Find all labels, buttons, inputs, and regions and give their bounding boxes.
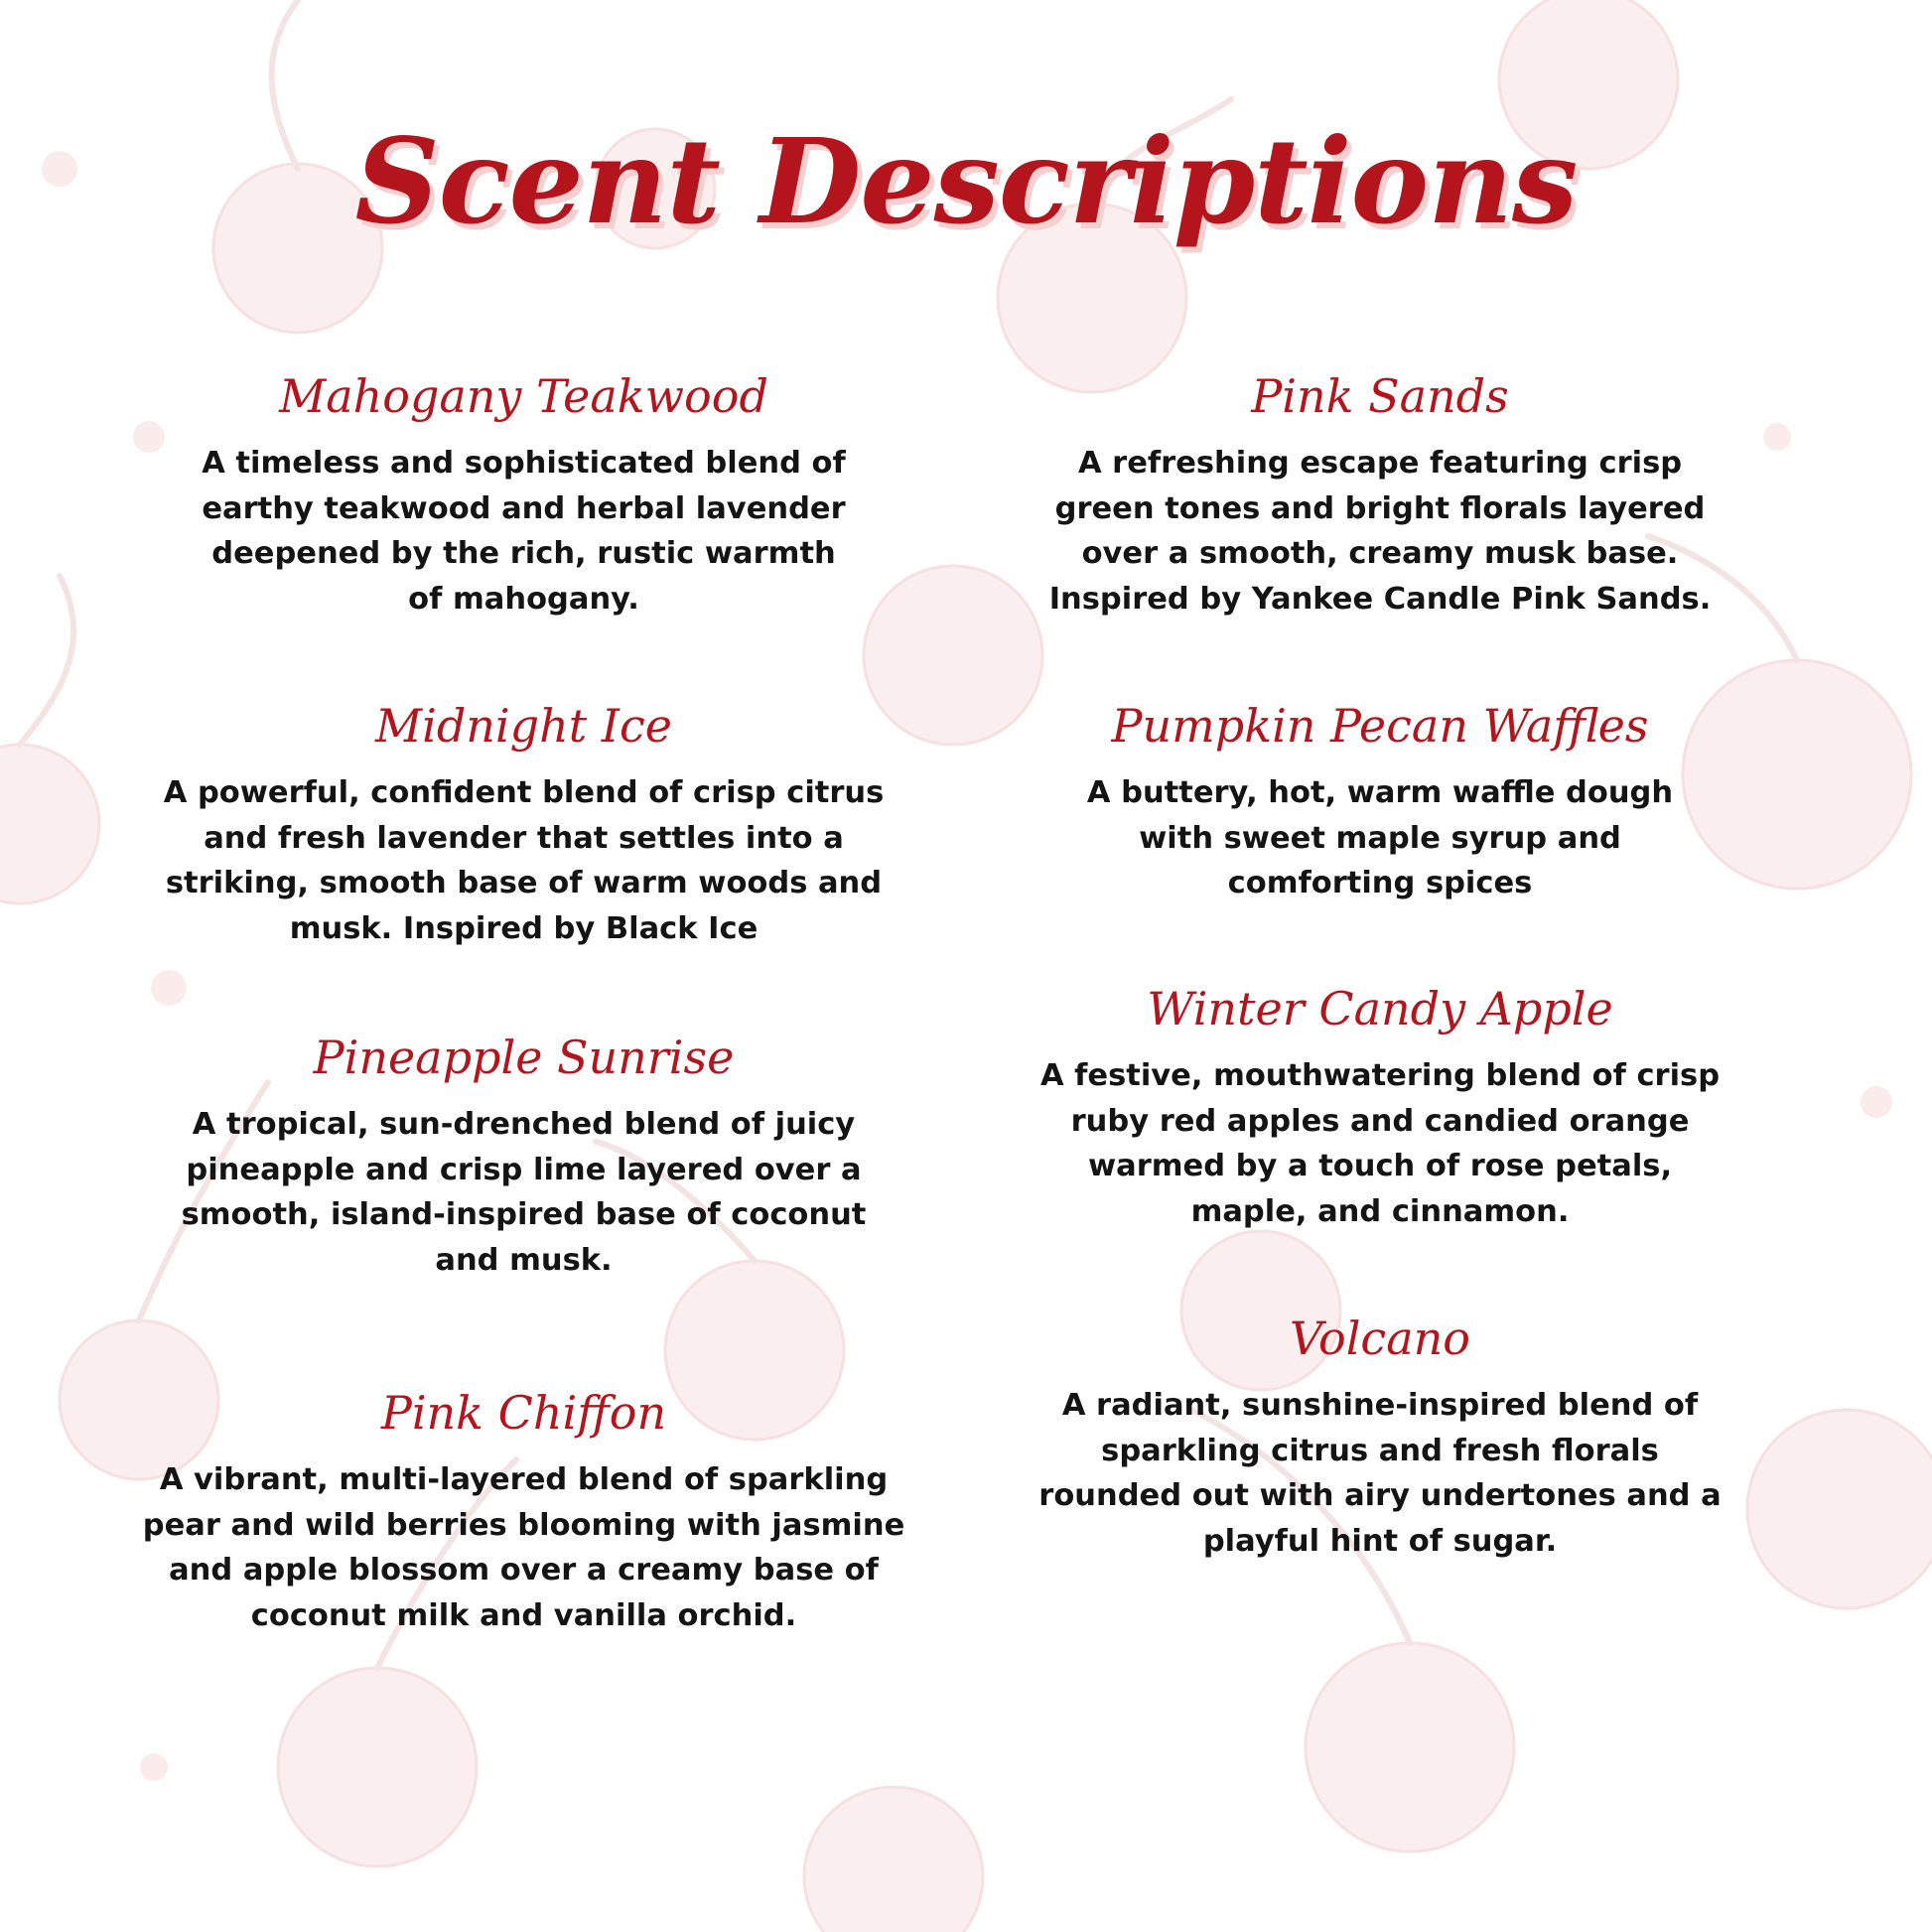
scent-card-pumpkin-pecan-waffles <box>1003 695 1757 906</box>
scent-description: A radiant, sunshine-inspired blend of sparkling citrus and fresh florals rounded out with airy undertones and a playful hint of sugar. <box>1038 1388 1722 1559</box>
page-title: Scent Descriptions <box>354 112 1578 250</box>
scent-name: Mahogany Teakwood <box>279 369 768 423</box>
cherry-icon <box>1306 1643 1514 1852</box>
scent-description: A powerful, confident blend of crisp citrus and fresh lavender that settles into a striking, smooth base of warm woods and musk. Inspired by Black Ice <box>163 775 885 946</box>
scent-name: Midnight Ice <box>375 699 672 753</box>
scent-description: A vibrant, multi-layered blend of sparkling pear and wild berries blooming with jasmine and apple blossom over a creamy base of coconut milk and vanilla orchid. <box>142 1462 905 1633</box>
scent-description: A timeless and sophisticated blend of earthy teakwood and herbal lavender deepened by the rich, rustic warmth of mahogany. <box>202 446 846 617</box>
scent-description: A refreshing escape featuring crisp green tones and bright florals layered over a smooth, creamy musk base. Inspired by Yankee Candle Pink Sands. <box>1048 446 1712 617</box>
cherry-icon <box>1747 1410 1932 1608</box>
scent-card-winter-candy-apple <box>1003 978 1757 1234</box>
scent-name: Pink Chiffon <box>380 1386 667 1440</box>
scent-card-pineapple-sunrise <box>114 1027 933 1283</box>
scent-card-pink-chiffon <box>114 1382 933 1638</box>
scent-card-midnight-ice <box>114 695 933 951</box>
scent-card-pink-sands <box>1003 365 1757 621</box>
scent-card-volcano <box>1003 1308 1757 1564</box>
scent-name: Winter Candy Apple <box>1147 982 1613 1035</box>
cherry-icon <box>804 1787 983 1932</box>
scent-card-mahogany-teakwood <box>114 365 933 621</box>
scent-name: Pineapple Sunrise <box>313 1031 735 1084</box>
scent-description: A buttery, hot, warm waffle dough with sweet maple syrup and comforting spices <box>1086 775 1674 900</box>
scent-description: A tropical, sun-drenched blend of juicy pineapple and crisp lime layered over a smooth, island-inspired base of coconut and musk. <box>181 1107 867 1278</box>
scent-name: Volcano <box>1290 1311 1470 1365</box>
scent-name: Pumpkin Pecan Waffles <box>1111 699 1649 753</box>
scent-description: A festive, mouthwatering blend of crisp ruby red apples and candied orange warmed by a touch of rose petals, maple, and cinnamon. <box>1039 1058 1721 1229</box>
cherry-icon <box>0 745 99 903</box>
cherry-icon <box>278 1668 477 1866</box>
scent-name: Pink Sands <box>1251 369 1509 423</box>
